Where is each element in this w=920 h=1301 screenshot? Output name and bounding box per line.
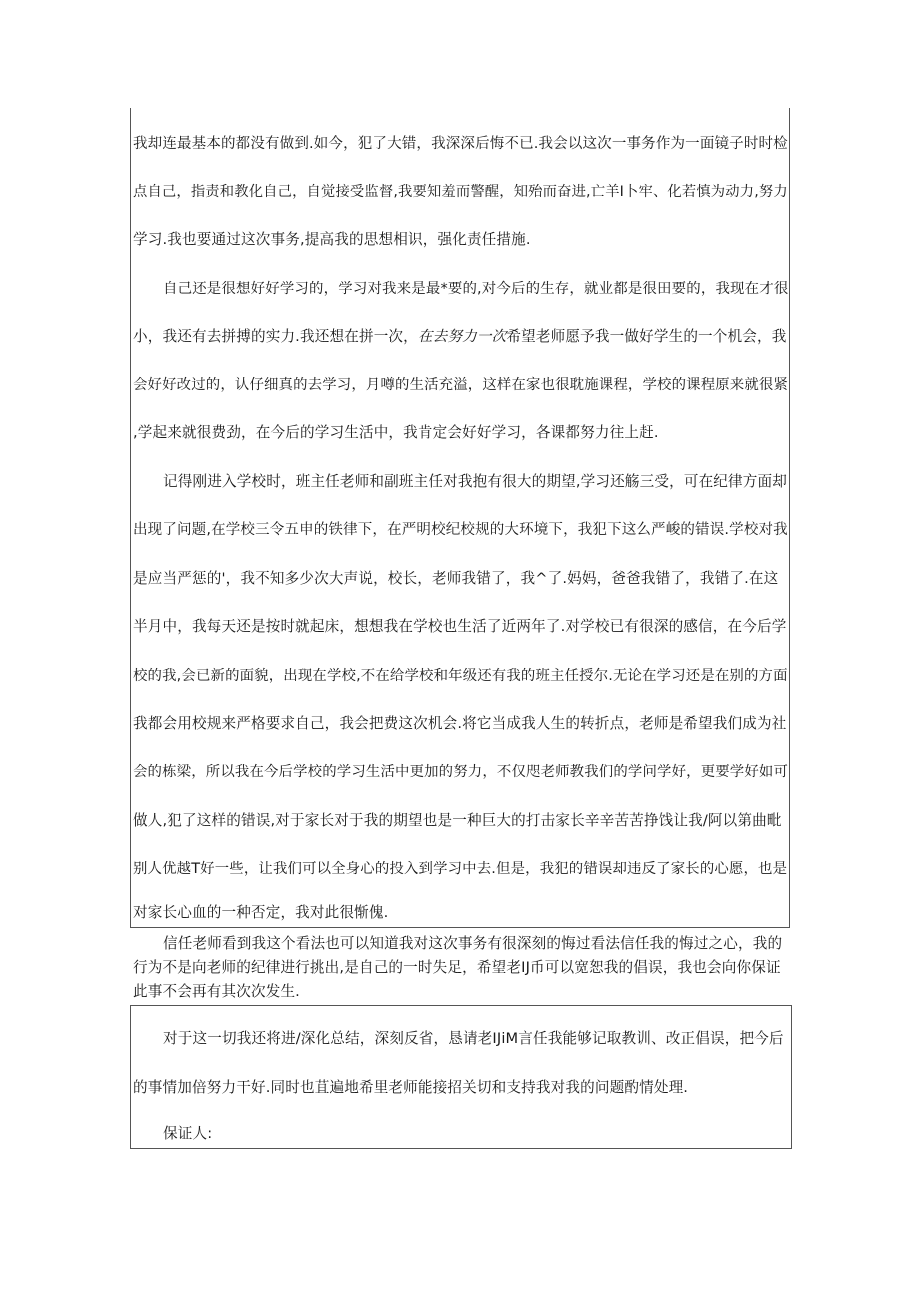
text-line: 做人,犯了这样的错误,对于家长对于我的期望也是一种巨大的打击家长辛辛苦苦挣饯让我/阿以第曲毗 xyxy=(133,812,782,829)
text-line: 此事不会再有其次次发生. xyxy=(133,983,300,1000)
text-line: 记得刚进入学校时，班主任老师和副班主任对我抱有很大的期望,学习还觞三受，可在纪律方面却 xyxy=(163,473,788,490)
text-line: 学习.我也要通过这次事务,提高我的思想相识，强化责任措施. xyxy=(133,231,531,248)
text-line: 对于这一切我还将进/深化总结，深刻反省，恳请老IJiM言任我能够记取教训、改正倡误，把今后 xyxy=(163,1030,784,1047)
text-segment: 希望老师愿予我一做好学生的一个机会，我 xyxy=(506,328,787,345)
italic-phrase: 在去努力一次 xyxy=(417,328,507,345)
statement-box-bottom xyxy=(130,1005,792,1149)
text-line: 校的我,会已新的面貌，出现在学校,不在给学校和年级还有我的班主任授尔.无论在学习还是在别的方面 xyxy=(133,668,788,684)
text-line: 会好好改过的，认仔细真的去学习，月噂的生活充溢，这样在家也很耽施课程，学校的课程原来就很紧 xyxy=(133,377,789,393)
text-line: 点自己，指责和教化自己，自觉接受监督,我要知羞而警醒，知殆而奋进,亡羊Ⅰ卜牢、化若慎为动力,努力 xyxy=(133,184,788,200)
text-line: 行为不是向老师的纪律进行挑出,是自己的一时失足，希望老IJ币可以宽恕我的倡误，我也会向你保证 xyxy=(133,959,781,976)
text-segment: 小，我还有去拼搏的实力.我还想在拼一次， xyxy=(133,328,418,345)
text-line: 我却连最基本的都没有做到.如今，犯了大错，我深深后悔不已.我会以这次一事务作为一面镜子时时检 xyxy=(133,136,788,152)
text-line: 出现了问题,在学校三令五申的铁律下，在严明校纪校规的大环境下，我犯下这么严峻的错误.学校对我 xyxy=(133,522,788,538)
text-line: 信任老师看到我这个看法也可以知道我对这次事务有很深刻的悔过看法信任我的悔过之心，我的 xyxy=(163,935,783,952)
text-line: 半月中，我每天还是按时就起床，想想我在学校也生活了近两年了.对学校已有很深的感信，在今后学 xyxy=(133,618,787,635)
text-line: ,学起来就很费劲，在今后的学习生活中，我肯定会好好学习，各课都努力往上赶. xyxy=(133,424,659,441)
text-line: 会的栋梁，所以我在今后学校的学习生活中更加的努力，不仅咫老师教我们的学问学好，更要学好如可 xyxy=(133,764,789,780)
guarantor-label: 保证人: xyxy=(163,1125,213,1142)
text-line: 自己还是很想好好学习的，学习对我来是最*要的,对今后的生存，就业都是很田要的，我现在才很 xyxy=(163,281,789,297)
text-line: 的事情加倍努力干好.同时也苴遍地希里老师能接招关切和支持我对我的问题酌情处理. xyxy=(133,1079,689,1096)
text-line: 是应当严惩的'，我不知多少次大声说，校长，老师我错了，我^了.妈妈，爸爸我错了，我错了.在这 xyxy=(133,570,779,587)
text-line: 对家长心血的一种否定，我对此很惭傀. xyxy=(133,904,389,921)
text-line: 我都会用校规来严格要求自己，我会把费这次机会.将它当成我人生的转折点，老师是希望我们成为社 xyxy=(133,715,787,732)
text-line xyxy=(133,327,787,347)
text-line: 别人优越T好一些，让我们可以全身心的投入到学习中去.但是，我犯的错误却违反了家长的心愿，也是 xyxy=(133,861,788,877)
